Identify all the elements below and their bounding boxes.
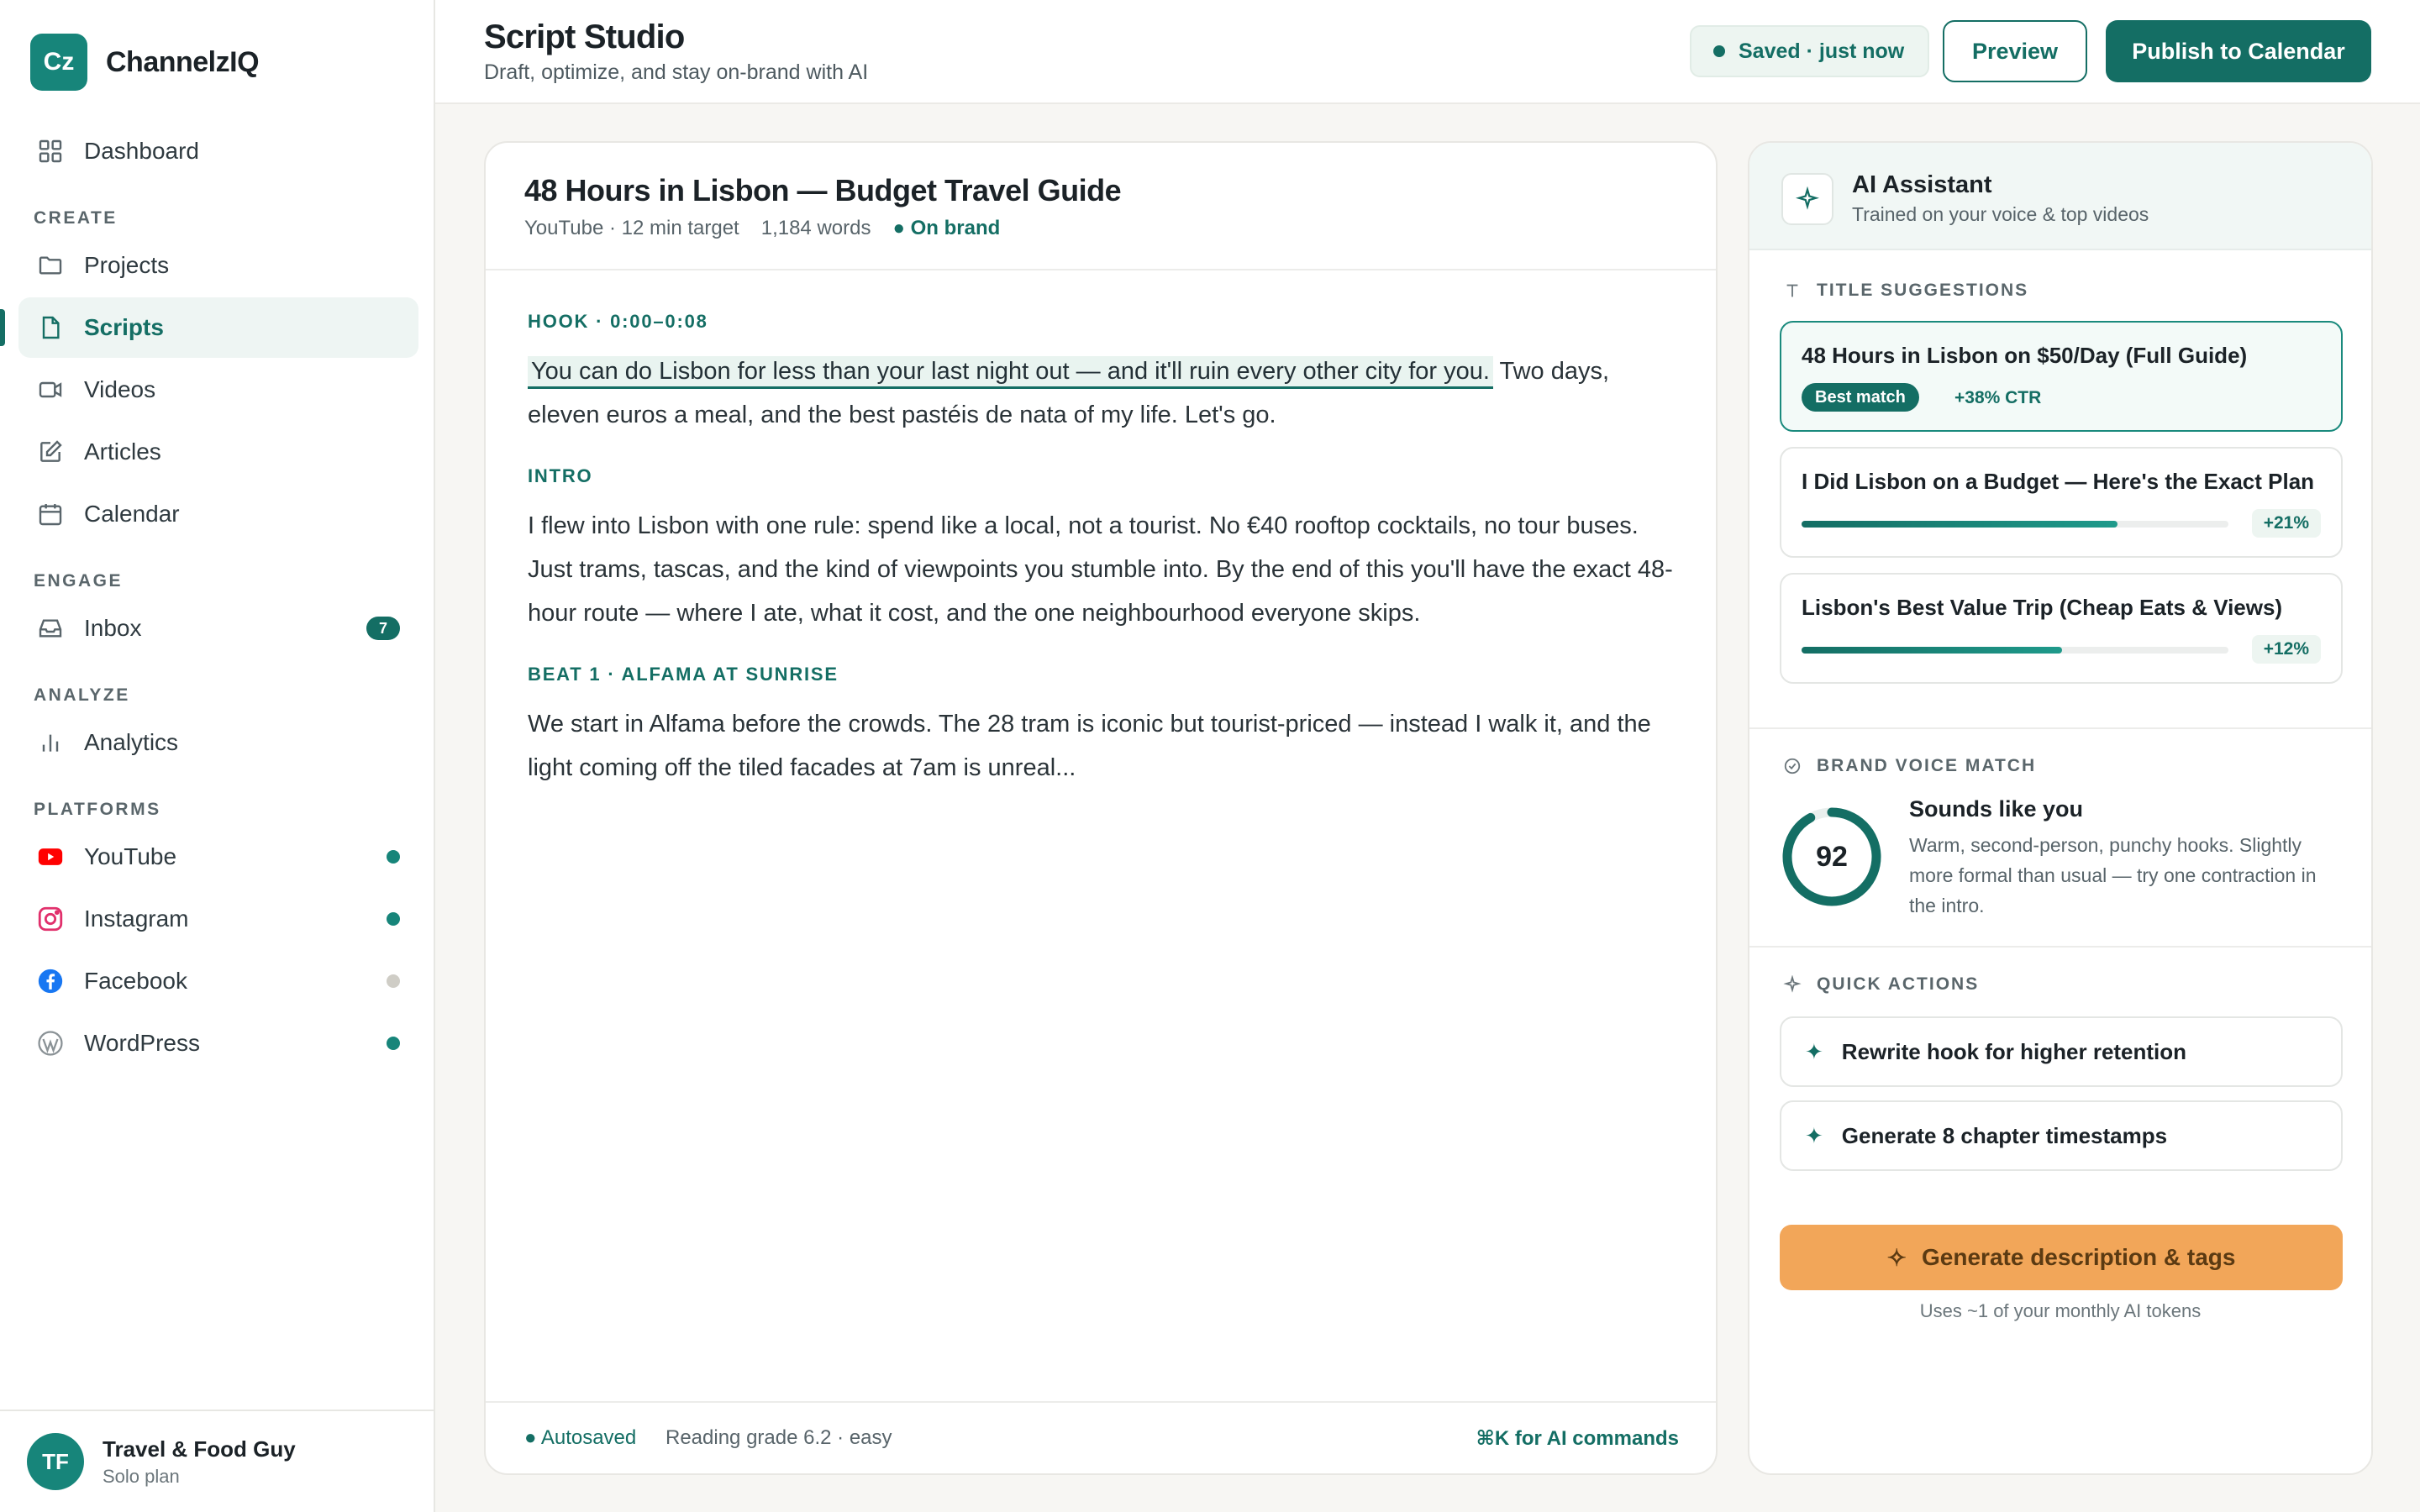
title-suggestion-card[interactable] <box>1780 321 2343 432</box>
connection-status-dot <box>387 850 400 864</box>
token-usage-note: Uses ~1 of your monthly AI tokens <box>1919 1300 2202 1321</box>
sparkle-icon: ✧ <box>1886 1244 1907 1271</box>
bar-chart-icon <box>35 727 66 758</box>
sidebar-item-videos[interactable] <box>18 360 418 420</box>
ctr-score-bar <box>1802 647 2228 654</box>
sidebar-item-label: Dashboard <box>84 138 199 164</box>
title-suggestion-text: Lisbon's Best Value Trip (Cheap Eats & Views) <box>1802 595 2283 620</box>
user-profile[interactable] <box>0 1410 434 1512</box>
sidebar-item-inbox[interactable] <box>18 598 418 659</box>
section-label-beat-1: BEAT 1 · ALFAMA AT SUNRISE <box>528 664 839 685</box>
sidebar-item-label: Calendar <box>84 501 180 527</box>
script-title[interactable]: 48 Hours in Lisbon — Budget Travel Guide <box>524 173 1122 207</box>
editor-footer <box>486 1401 1716 1473</box>
video-camera-icon <box>35 375 66 405</box>
ai-panel-header <box>1749 143 2371 250</box>
ai-commands-shortcut[interactable]: ⌘K for AI commands <box>1476 1426 1679 1450</box>
section-label-intro: INTRO <box>528 465 593 486</box>
hook-highlight[interactable]: You can do Lisbon for less than your last night out — and it'll ruin every other city for you. <box>528 356 1493 389</box>
sparkle-icon <box>1781 173 1833 225</box>
connection-status-dot <box>387 974 400 988</box>
ctr-score-fill <box>1802 647 2062 654</box>
document-icon <box>35 312 66 343</box>
inbox-count-badge: 7 <box>366 617 400 640</box>
sidebar-item-label: Projects <box>84 252 170 278</box>
connection-status-dot <box>387 912 400 926</box>
sidebar <box>0 0 435 1512</box>
nav-section-engage: ENGAGE <box>34 571 124 591</box>
voice-match-title: Sounds like you <box>1909 796 2084 822</box>
sidebar-item-facebook[interactable] <box>18 951 418 1011</box>
sidebar-item-projects[interactable] <box>18 235 418 296</box>
script-body[interactable] <box>528 311 1687 790</box>
ctr-estimate: +12% <box>2252 635 2321 664</box>
title-suggestion-card[interactable] <box>1780 573 2343 684</box>
section-label-hook: HOOK · 0:00–0:08 <box>528 311 708 332</box>
grid-icon <box>35 136 66 166</box>
generate-description-button[interactable] <box>1780 1225 2343 1290</box>
status-dot <box>1713 45 1725 57</box>
divider <box>1749 727 2371 729</box>
sidebar-item-scripts[interactable] <box>18 297 418 358</box>
brand-logo: Cz <box>30 34 87 91</box>
connection-status-dot <box>387 1037 400 1050</box>
divider <box>1749 946 2371 948</box>
sidebar-item-label: WordPress <box>84 1030 200 1056</box>
sidebar-item-label: Videos <box>84 376 156 402</box>
script-meta <box>524 217 1022 240</box>
script-editor <box>484 141 1718 1475</box>
ctr-estimate: +21% <box>2252 509 2321 538</box>
ctr-score-fill <box>1802 521 2118 528</box>
ctr-estimate: +38% CTR <box>1954 388 2042 407</box>
hook-text: Two days, eleven euros a meal, and the best pastéis de nata of my life. Let's go. <box>528 358 1610 428</box>
user-plan: Solo plan <box>103 1465 180 1487</box>
word-count: 1,184 words <box>760 217 871 239</box>
user-name: Travel & Food Guy <box>103 1436 296 1462</box>
preview-button[interactable]: Preview <box>1943 20 2087 82</box>
reading-grade: Reading grade 6.2 · easy <box>666 1426 892 1449</box>
top-header <box>435 0 2420 104</box>
instagram-icon <box>35 904 66 934</box>
brand-voice-label: BRAND VOICE MATCH <box>1783 756 2036 776</box>
page-title: Script Studio <box>484 18 685 55</box>
best-match-badge: Best match <box>1802 383 1919 412</box>
save-status-badge <box>1690 25 1929 77</box>
sidebar-item-analytics[interactable] <box>18 712 418 773</box>
sidebar-item-instagram[interactable] <box>18 889 418 949</box>
quick-action-label: Rewrite hook for higher retention <box>1841 1038 2187 1064</box>
sidebar-item-wordpress[interactable] <box>18 1013 418 1074</box>
brand[interactable] <box>30 34 259 91</box>
check-circle-icon <box>1783 756 1803 776</box>
quick-action-chapter-timestamps[interactable] <box>1780 1100 2343 1171</box>
active-indicator <box>0 309 5 346</box>
page-subtitle: Draft, optimize, and stay on-brand with AI <box>484 60 869 84</box>
voice-match-description: Warm, second-person, punchy hooks. Slightly more formal than usual — try one contraction in the intro. <box>1909 834 2317 916</box>
quick-action-rewrite-hook[interactable] <box>1780 1016 2343 1087</box>
inbox-icon <box>35 613 66 643</box>
sparkle-icon: ✦ <box>1805 1122 1823 1148</box>
calendar-icon <box>35 499 66 529</box>
wordpress-icon <box>35 1028 66 1058</box>
edit-icon <box>35 437 66 467</box>
sidebar-item-label: Inbox <box>84 615 142 641</box>
nav-section-analyze: ANALYZE <box>34 685 130 705</box>
youtube-icon <box>35 842 66 872</box>
ctr-score-bar <box>1802 521 2228 528</box>
sparkle-icon: ✦ <box>1805 1038 1823 1064</box>
sidebar-item-label: Scripts <box>84 314 164 340</box>
ai-panel-title: AI Assistant <box>1852 171 1992 198</box>
sparkle-icon <box>1783 974 1803 995</box>
sidebar-item-label: Analytics <box>84 729 179 755</box>
sidebar-item-label: Facebook <box>84 968 187 994</box>
sidebar-item-label: YouTube <box>84 843 177 869</box>
ai-panel-subtitle: Trained on your voice & top videos <box>1852 203 2149 225</box>
nav-section-create: CREATE <box>34 208 118 228</box>
save-status-text: Saved · just now <box>1739 39 1905 63</box>
sidebar-item-articles[interactable] <box>18 422 418 482</box>
facebook-icon <box>35 966 66 996</box>
title-suggestion-text: I Did Lisbon on a Budget — Here's the Exact Plan <box>1802 469 2315 494</box>
quick-actions-label: QUICK ACTIONS <box>1783 974 1979 995</box>
title-suggestions-label: TITLE SUGGESTIONS <box>1783 281 2028 301</box>
quick-action-label: Generate 8 chapter timestamps <box>1841 1122 2168 1148</box>
sidebar-item-youtube[interactable] <box>18 827 418 887</box>
platform-target: YouTube · 12 min target <box>524 217 739 239</box>
sidebar-item-calendar[interactable] <box>18 484 418 544</box>
publish-button[interactable]: Publish to Calendar <box>2106 20 2371 82</box>
intro-paragraph[interactable]: I flew into Lisbon with one rule: spend like a local, not a tourist. No €40 rooftop cocktails, no tour buses. Just trams, tascas, and the kind of viewpoints you stumble into. By the end of this you'll have the exact 48-hour route — where I ate, what it cost, and the one neighbourhood everyone skips. <box>528 512 1673 627</box>
nav-section-platforms: PLATFORMS <box>34 800 161 819</box>
title-suggestion-card[interactable] <box>1780 447 2343 558</box>
folder-icon <box>35 250 66 281</box>
sidebar-item-dashboard[interactable] <box>18 121 418 181</box>
ai-assistant-panel <box>1748 141 2373 1475</box>
voice-score-value: 92 <box>1816 840 1848 873</box>
brand-name: ChannelzIQ <box>106 45 260 78</box>
title-suggestion-text: 48 Hours in Lisbon on $50/Day (Full Guide) <box>1802 343 2248 368</box>
hook-paragraph[interactable] <box>528 349 1687 437</box>
beat-1-paragraph[interactable]: We start in Alfama before the crowds. The 28 tram is iconic but tourist-priced — instead I walk it, and the light coming off the tiled facades at 7am is unreal... <box>528 711 1651 781</box>
editor-header <box>486 143 1716 270</box>
brand-status: ● On brand <box>892 217 1001 239</box>
generate-button-label: Generate description & tags <box>1922 1244 2236 1270</box>
sidebar-item-label: Articles <box>84 438 161 465</box>
autosave-status: ● Autosaved <box>524 1426 637 1449</box>
avatar: TF <box>27 1433 84 1490</box>
text-icon <box>1783 281 1803 301</box>
sidebar-item-label: Instagram <box>84 906 189 932</box>
